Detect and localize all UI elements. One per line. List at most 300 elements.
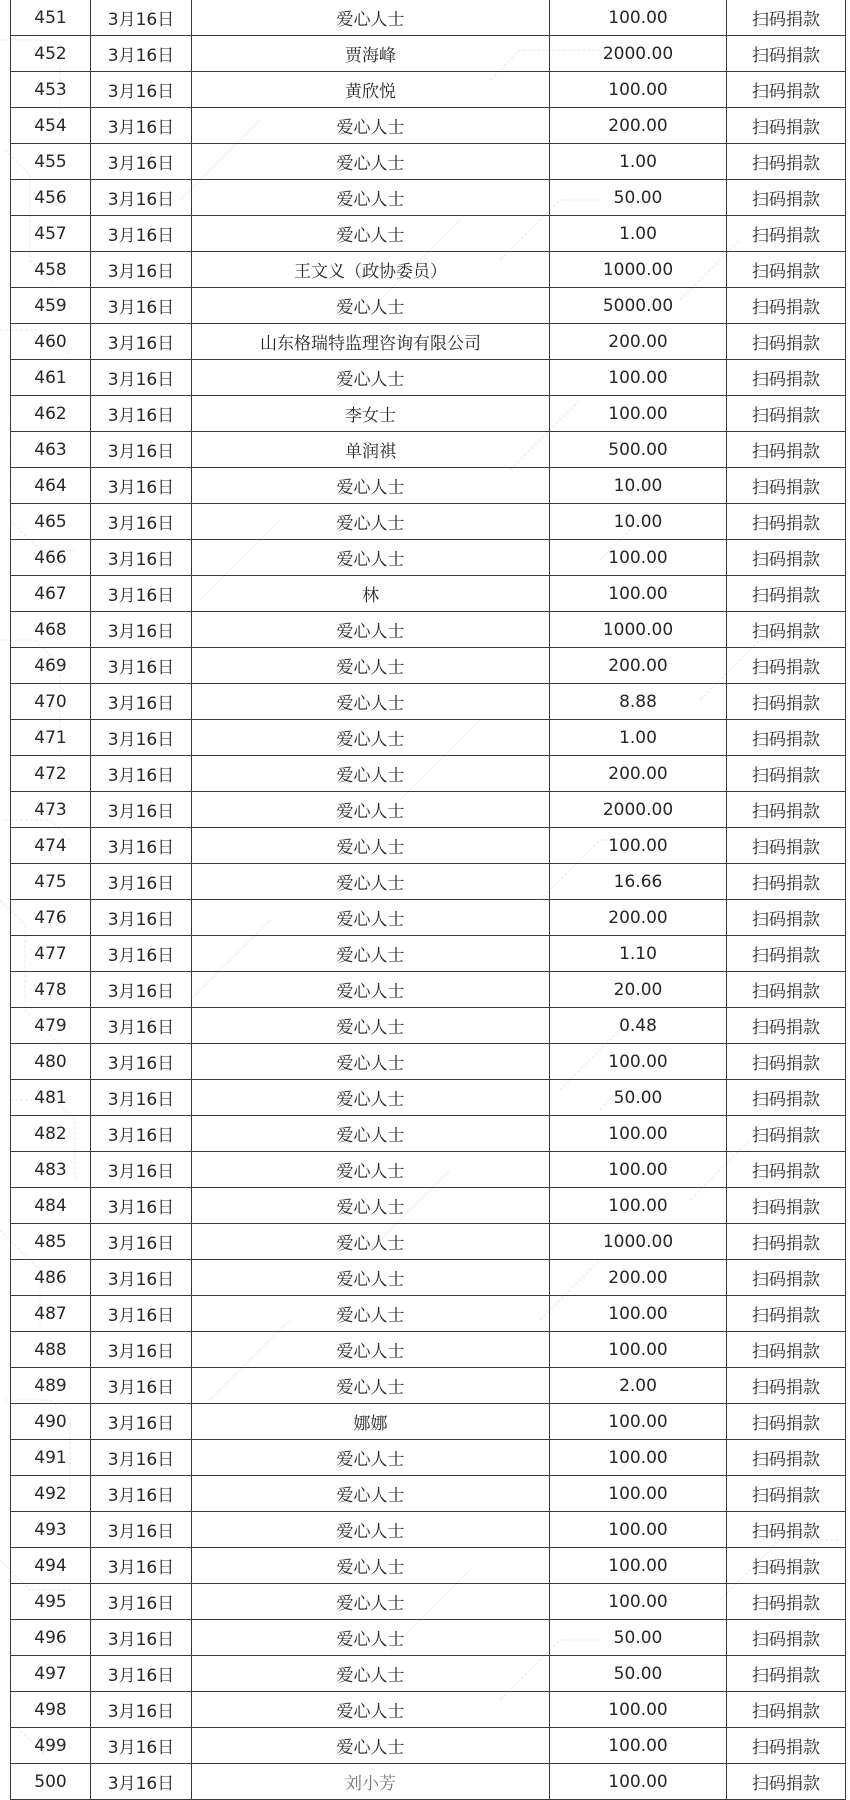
row-number: 472 bbox=[11, 756, 91, 792]
donation-date: 3月16日 bbox=[91, 216, 192, 252]
donation-amount: 100.00 bbox=[550, 576, 727, 612]
table-row bbox=[11, 324, 846, 360]
row-number: 479 bbox=[11, 1008, 91, 1044]
donation-amount: 100.00 bbox=[550, 1476, 727, 1512]
donation-method: 扫码捐款 bbox=[727, 1656, 846, 1692]
row-number: 469 bbox=[11, 648, 91, 684]
table-row bbox=[11, 216, 846, 252]
row-number: 483 bbox=[11, 1152, 91, 1188]
donor-name: 爱心人士 bbox=[192, 1116, 550, 1152]
row-number: 452 bbox=[11, 36, 91, 72]
donor-name: 爱心人士 bbox=[192, 684, 550, 720]
donation-amount: 2.00 bbox=[550, 1368, 727, 1404]
donation-amount: 200.00 bbox=[550, 900, 727, 936]
donor-name: 林 bbox=[192, 576, 550, 612]
donation-amount: 100.00 bbox=[550, 360, 727, 396]
donation-amount: 100.00 bbox=[550, 1692, 727, 1728]
donor-name: 爱心人士 bbox=[192, 468, 550, 504]
donation-method: 扫码捐款 bbox=[727, 1404, 846, 1440]
donation-date: 3月16日 bbox=[91, 1368, 192, 1404]
donor-name: 爱心人士 bbox=[192, 180, 550, 216]
donor-name: 娜娜 bbox=[192, 1404, 550, 1440]
donation-date: 3月16日 bbox=[91, 252, 192, 288]
donor-name: 爱心人士 bbox=[192, 1368, 550, 1404]
donation-amount: 100.00 bbox=[550, 1584, 727, 1620]
row-number: 475 bbox=[11, 864, 91, 900]
donation-method: 扫码捐款 bbox=[727, 864, 846, 900]
donation-method: 扫码捐款 bbox=[727, 72, 846, 108]
donor-name: 爱心人士 bbox=[192, 1260, 550, 1296]
donation-amount: 1.00 bbox=[550, 144, 727, 180]
donation-method: 扫码捐款 bbox=[727, 972, 846, 1008]
donation-date: 3月16日 bbox=[91, 1296, 192, 1332]
donation-amount: 100.00 bbox=[550, 1296, 727, 1332]
row-number: 500 bbox=[11, 1764, 91, 1800]
table-row bbox=[11, 1620, 846, 1656]
donation-date: 3月16日 bbox=[91, 1764, 192, 1800]
donation-amount: 100.00 bbox=[550, 1764, 727, 1800]
table-row bbox=[11, 720, 846, 756]
donation-amount: 5000.00 bbox=[550, 288, 727, 324]
donor-name: 单润祺 bbox=[192, 432, 550, 468]
donation-date: 3月16日 bbox=[91, 576, 192, 612]
table-row bbox=[11, 1764, 846, 1800]
table-row bbox=[11, 1116, 846, 1152]
donor-name: 爱心人士 bbox=[192, 720, 550, 756]
table-row bbox=[11, 936, 846, 972]
row-number: 485 bbox=[11, 1224, 91, 1260]
row-number: 490 bbox=[11, 1404, 91, 1440]
donation-method: 扫码捐款 bbox=[727, 612, 846, 648]
donation-method: 扫码捐款 bbox=[727, 36, 846, 72]
donor-name: 爱心人士 bbox=[192, 1044, 550, 1080]
donation-date: 3月16日 bbox=[91, 360, 192, 396]
donation-date: 3月16日 bbox=[91, 828, 192, 864]
donation-date: 3月16日 bbox=[91, 936, 192, 972]
table-row bbox=[11, 144, 846, 180]
table-row bbox=[11, 1692, 846, 1728]
row-number: 473 bbox=[11, 792, 91, 828]
donor-name: 爱心人士 bbox=[192, 1008, 550, 1044]
donor-name: 爱心人士 bbox=[192, 1620, 550, 1656]
table-row bbox=[11, 180, 846, 216]
donation-amount: 100.00 bbox=[550, 1548, 727, 1584]
donation-method: 扫码捐款 bbox=[727, 1008, 846, 1044]
row-number: 491 bbox=[11, 1440, 91, 1476]
row-number: 488 bbox=[11, 1332, 91, 1368]
row-number: 474 bbox=[11, 828, 91, 864]
donation-date: 3月16日 bbox=[91, 900, 192, 936]
donation-amount: 100.00 bbox=[550, 1188, 727, 1224]
donation-amount: 100.00 bbox=[550, 1044, 727, 1080]
donation-method: 扫码捐款 bbox=[727, 792, 846, 828]
row-number: 496 bbox=[11, 1620, 91, 1656]
donation-table bbox=[10, 0, 846, 1800]
row-number: 482 bbox=[11, 1116, 91, 1152]
donation-date: 3月16日 bbox=[91, 1008, 192, 1044]
row-number: 494 bbox=[11, 1548, 91, 1584]
donation-date: 3月16日 bbox=[91, 1224, 192, 1260]
donation-amount: 1000.00 bbox=[550, 252, 727, 288]
table-row bbox=[11, 684, 846, 720]
donation-amount: 200.00 bbox=[550, 648, 727, 684]
donor-name: 爱心人士 bbox=[192, 216, 550, 252]
table-row bbox=[11, 576, 846, 612]
donation-method: 扫码捐款 bbox=[727, 324, 846, 360]
donation-date: 3月16日 bbox=[91, 108, 192, 144]
donation-amount: 100.00 bbox=[550, 72, 727, 108]
donation-amount: 0.48 bbox=[550, 1008, 727, 1044]
donation-date: 3月16日 bbox=[91, 1188, 192, 1224]
donation-date: 3月16日 bbox=[91, 1260, 192, 1296]
donation-date: 3月16日 bbox=[91, 396, 192, 432]
table-row bbox=[11, 360, 846, 396]
table-row bbox=[11, 1728, 846, 1764]
donation-date: 3月16日 bbox=[91, 288, 192, 324]
table-row bbox=[11, 1656, 846, 1692]
row-number: 478 bbox=[11, 972, 91, 1008]
table-row bbox=[11, 1404, 846, 1440]
table-row bbox=[11, 1008, 846, 1044]
donation-method: 扫码捐款 bbox=[727, 1044, 846, 1080]
row-number: 467 bbox=[11, 576, 91, 612]
donation-method: 扫码捐款 bbox=[727, 216, 846, 252]
table-row bbox=[11, 1260, 846, 1296]
donor-name: 爱心人士 bbox=[192, 1080, 550, 1116]
donor-name: 爱心人士 bbox=[192, 792, 550, 828]
donation-method: 扫码捐款 bbox=[727, 1260, 846, 1296]
table-row bbox=[11, 36, 846, 72]
donor-name: 爱心人士 bbox=[192, 756, 550, 792]
donation-amount: 100.00 bbox=[550, 396, 727, 432]
donation-amount: 100.00 bbox=[550, 1404, 727, 1440]
donation-table-body bbox=[11, 0, 846, 1800]
table-row bbox=[11, 792, 846, 828]
donor-name: 爱心人士 bbox=[192, 1152, 550, 1188]
donation-date: 3月16日 bbox=[91, 1692, 192, 1728]
row-number: 451 bbox=[11, 0, 91, 36]
donor-name: 爱心人士 bbox=[192, 1332, 550, 1368]
donation-amount: 8.88 bbox=[550, 684, 727, 720]
table-row bbox=[11, 504, 846, 540]
donor-name: 爱心人士 bbox=[192, 1440, 550, 1476]
donor-name: 黄欣悦 bbox=[192, 72, 550, 108]
donor-name: 爱心人士 bbox=[192, 540, 550, 576]
donation-method: 扫码捐款 bbox=[727, 1620, 846, 1656]
donation-amount: 10.00 bbox=[550, 468, 727, 504]
donation-amount: 500.00 bbox=[550, 432, 727, 468]
donation-method: 扫码捐款 bbox=[727, 1188, 846, 1224]
table-row bbox=[11, 72, 846, 108]
row-number: 486 bbox=[11, 1260, 91, 1296]
table-row bbox=[11, 828, 846, 864]
donation-date: 3月16日 bbox=[91, 1404, 192, 1440]
donation-amount: 1.00 bbox=[550, 720, 727, 756]
donation-amount: 1000.00 bbox=[550, 612, 727, 648]
donation-method: 扫码捐款 bbox=[727, 576, 846, 612]
row-number: 476 bbox=[11, 900, 91, 936]
donation-method: 扫码捐款 bbox=[727, 1512, 846, 1548]
donor-name: 贾海峰 bbox=[192, 36, 550, 72]
donation-method: 扫码捐款 bbox=[727, 144, 846, 180]
donation-amount: 10.00 bbox=[550, 504, 727, 540]
donation-date: 3月16日 bbox=[91, 432, 192, 468]
donation-date: 3月16日 bbox=[91, 1044, 192, 1080]
row-number: 498 bbox=[11, 1692, 91, 1728]
donation-method: 扫码捐款 bbox=[727, 360, 846, 396]
table-row bbox=[11, 612, 846, 648]
donation-date: 3月16日 bbox=[91, 1152, 192, 1188]
donor-name: 爱心人士 bbox=[192, 1296, 550, 1332]
donation-date: 3月16日 bbox=[91, 612, 192, 648]
table-row bbox=[11, 288, 846, 324]
table-row bbox=[11, 1188, 846, 1224]
donation-date: 3月16日 bbox=[91, 1332, 192, 1368]
row-number: 462 bbox=[11, 396, 91, 432]
donor-name: 李女士 bbox=[192, 396, 550, 432]
row-number: 477 bbox=[11, 936, 91, 972]
donation-method: 扫码捐款 bbox=[727, 288, 846, 324]
row-number: 459 bbox=[11, 288, 91, 324]
donor-name: 爱心人士 bbox=[192, 612, 550, 648]
donation-amount: 100.00 bbox=[550, 540, 727, 576]
donation-amount: 200.00 bbox=[550, 108, 727, 144]
donation-method: 扫码捐款 bbox=[727, 1764, 846, 1800]
donation-amount: 100.00 bbox=[550, 1332, 727, 1368]
table-row bbox=[11, 1152, 846, 1188]
row-number: 493 bbox=[11, 1512, 91, 1548]
table-row bbox=[11, 432, 846, 468]
donor-name: 爱心人士 bbox=[192, 288, 550, 324]
table-row bbox=[11, 1548, 846, 1584]
donation-method: 扫码捐款 bbox=[727, 1476, 846, 1512]
row-number: 463 bbox=[11, 432, 91, 468]
donation-amount: 2000.00 bbox=[550, 36, 727, 72]
donation-amount: 100.00 bbox=[550, 1116, 727, 1152]
donation-method: 扫码捐款 bbox=[727, 1440, 846, 1476]
donation-date: 3月16日 bbox=[91, 540, 192, 576]
row-number: 466 bbox=[11, 540, 91, 576]
donation-amount: 100.00 bbox=[550, 1152, 727, 1188]
donation-method: 扫码捐款 bbox=[727, 432, 846, 468]
donation-amount: 50.00 bbox=[550, 180, 727, 216]
donation-date: 3月16日 bbox=[91, 864, 192, 900]
donation-amount: 16.66 bbox=[550, 864, 727, 900]
donation-date: 3月16日 bbox=[91, 1116, 192, 1152]
donation-method: 扫码捐款 bbox=[727, 108, 846, 144]
donation-amount: 100.00 bbox=[550, 0, 727, 36]
donor-name: 爱心人士 bbox=[192, 1476, 550, 1512]
donation-date: 3月16日 bbox=[91, 1440, 192, 1476]
row-number: 460 bbox=[11, 324, 91, 360]
donor-name: 爱心人士 bbox=[192, 1512, 550, 1548]
row-number: 499 bbox=[11, 1728, 91, 1764]
donation-amount: 100.00 bbox=[550, 1440, 727, 1476]
table-row bbox=[11, 396, 846, 432]
row-number: 453 bbox=[11, 72, 91, 108]
donor-name: 爱心人士 bbox=[192, 0, 550, 36]
donor-name: 爱心人士 bbox=[192, 972, 550, 1008]
donation-method: 扫码捐款 bbox=[727, 1548, 846, 1584]
donation-date: 3月16日 bbox=[91, 972, 192, 1008]
donation-method: 扫码捐款 bbox=[727, 1332, 846, 1368]
donation-date: 3月16日 bbox=[91, 1512, 192, 1548]
row-number: 458 bbox=[11, 252, 91, 288]
donation-amount: 50.00 bbox=[550, 1080, 727, 1116]
row-number: 455 bbox=[11, 144, 91, 180]
donor-name: 刘小芳 bbox=[192, 1764, 550, 1800]
donor-name: 爱心人士 bbox=[192, 1188, 550, 1224]
donor-name: 爱心人士 bbox=[192, 1728, 550, 1764]
row-number: 489 bbox=[11, 1368, 91, 1404]
donation-method: 扫码捐款 bbox=[727, 1116, 846, 1152]
table-row bbox=[11, 648, 846, 684]
donation-method: 扫码捐款 bbox=[727, 936, 846, 972]
row-number: 454 bbox=[11, 108, 91, 144]
donor-name: 爱心人士 bbox=[192, 144, 550, 180]
donation-date: 3月16日 bbox=[91, 1656, 192, 1692]
donation-method: 扫码捐款 bbox=[727, 1224, 846, 1260]
donor-name: 爱心人士 bbox=[192, 828, 550, 864]
table-row bbox=[11, 0, 846, 36]
donation-date: 3月16日 bbox=[91, 792, 192, 828]
donation-method: 扫码捐款 bbox=[727, 684, 846, 720]
donation-amount: 50.00 bbox=[550, 1656, 727, 1692]
donation-method: 扫码捐款 bbox=[727, 468, 846, 504]
table-row bbox=[11, 468, 846, 504]
table-row bbox=[11, 1368, 846, 1404]
donation-method: 扫码捐款 bbox=[727, 1728, 846, 1764]
row-number: 492 bbox=[11, 1476, 91, 1512]
row-number: 480 bbox=[11, 1044, 91, 1080]
donation-method: 扫码捐款 bbox=[727, 648, 846, 684]
donor-name: 爱心人士 bbox=[192, 1692, 550, 1728]
donor-name: 山东格瑞特监理咨询有限公司 bbox=[192, 324, 550, 360]
donation-date: 3月16日 bbox=[91, 648, 192, 684]
donor-name: 爱心人士 bbox=[192, 900, 550, 936]
donation-amount: 1000.00 bbox=[550, 1224, 727, 1260]
donation-date: 3月16日 bbox=[91, 1080, 192, 1116]
table-row bbox=[11, 900, 846, 936]
table-row bbox=[11, 1476, 846, 1512]
row-number: 468 bbox=[11, 612, 91, 648]
donation-method: 扫码捐款 bbox=[727, 900, 846, 936]
donation-method: 扫码捐款 bbox=[727, 396, 846, 432]
donation-date: 3月16日 bbox=[91, 1728, 192, 1764]
donation-method: 扫码捐款 bbox=[727, 1692, 846, 1728]
table-row bbox=[11, 1332, 846, 1368]
row-number: 497 bbox=[11, 1656, 91, 1692]
donor-name: 王文义（政协委员） bbox=[192, 252, 550, 288]
donation-method: 扫码捐款 bbox=[727, 0, 846, 36]
row-number: 456 bbox=[11, 180, 91, 216]
donation-amount: 200.00 bbox=[550, 1260, 727, 1296]
donation-method: 扫码捐款 bbox=[727, 504, 846, 540]
donation-date: 3月16日 bbox=[91, 324, 192, 360]
donation-date: 3月16日 bbox=[91, 0, 192, 36]
row-number: 481 bbox=[11, 1080, 91, 1116]
table-row bbox=[11, 540, 846, 576]
table-row bbox=[11, 1224, 846, 1260]
donation-method: 扫码捐款 bbox=[727, 1080, 846, 1116]
donor-name: 爱心人士 bbox=[192, 108, 550, 144]
donation-date: 3月16日 bbox=[91, 180, 192, 216]
donation-amount: 200.00 bbox=[550, 756, 727, 792]
donor-name: 爱心人士 bbox=[192, 504, 550, 540]
row-number: 461 bbox=[11, 360, 91, 396]
donation-date: 3月16日 bbox=[91, 1620, 192, 1656]
donation-method: 扫码捐款 bbox=[727, 1296, 846, 1332]
donation-amount: 1.00 bbox=[550, 216, 727, 252]
donation-date: 3月16日 bbox=[91, 756, 192, 792]
donation-date: 3月16日 bbox=[91, 684, 192, 720]
donation-amount: 50.00 bbox=[550, 1620, 727, 1656]
donation-date: 3月16日 bbox=[91, 468, 192, 504]
donation-date: 3月16日 bbox=[91, 1548, 192, 1584]
donation-method: 扫码捐款 bbox=[727, 540, 846, 576]
donation-date: 3月16日 bbox=[91, 1476, 192, 1512]
donation-date: 3月16日 bbox=[91, 504, 192, 540]
table-row bbox=[11, 252, 846, 288]
table-row bbox=[11, 1044, 846, 1080]
donor-name: 爱心人士 bbox=[192, 1656, 550, 1692]
table-row bbox=[11, 1080, 846, 1116]
donor-name: 爱心人士 bbox=[192, 936, 550, 972]
donation-amount: 100.00 bbox=[550, 828, 727, 864]
donor-name: 爱心人士 bbox=[192, 360, 550, 396]
table-row bbox=[11, 1440, 846, 1476]
donation-method: 扫码捐款 bbox=[727, 1584, 846, 1620]
donation-amount: 2000.00 bbox=[550, 792, 727, 828]
donation-date: 3月16日 bbox=[91, 36, 192, 72]
row-number: 471 bbox=[11, 720, 91, 756]
donation-amount: 100.00 bbox=[550, 1512, 727, 1548]
donation-date: 3月16日 bbox=[91, 144, 192, 180]
table-row bbox=[11, 1512, 846, 1548]
donation-amount: 100.00 bbox=[550, 1728, 727, 1764]
row-number: 487 bbox=[11, 1296, 91, 1332]
table-row bbox=[11, 1296, 846, 1332]
donation-method: 扫码捐款 bbox=[727, 1368, 846, 1404]
row-number: 495 bbox=[11, 1584, 91, 1620]
donor-name: 爱心人士 bbox=[192, 864, 550, 900]
donation-date: 3月16日 bbox=[91, 720, 192, 756]
donation-date: 3月16日 bbox=[91, 72, 192, 108]
row-number: 457 bbox=[11, 216, 91, 252]
row-number: 484 bbox=[11, 1188, 91, 1224]
row-number: 464 bbox=[11, 468, 91, 504]
table-row bbox=[11, 756, 846, 792]
donation-amount: 1.10 bbox=[550, 936, 727, 972]
table-row bbox=[11, 864, 846, 900]
donation-method: 扫码捐款 bbox=[727, 1152, 846, 1188]
table-row bbox=[11, 1584, 846, 1620]
donation-method: 扫码捐款 bbox=[727, 756, 846, 792]
donor-name: 爱心人士 bbox=[192, 1548, 550, 1584]
donation-method: 扫码捐款 bbox=[727, 252, 846, 288]
donor-name: 爱心人士 bbox=[192, 1584, 550, 1620]
row-number: 470 bbox=[11, 684, 91, 720]
table-row bbox=[11, 972, 846, 1008]
donation-amount: 200.00 bbox=[550, 324, 727, 360]
donor-name: 爱心人士 bbox=[192, 1224, 550, 1260]
donation-method: 扫码捐款 bbox=[727, 828, 846, 864]
table-row bbox=[11, 108, 846, 144]
row-number: 465 bbox=[11, 504, 91, 540]
donation-method: 扫码捐款 bbox=[727, 720, 846, 756]
donor-name: 爱心人士 bbox=[192, 648, 550, 684]
donation-method: 扫码捐款 bbox=[727, 180, 846, 216]
